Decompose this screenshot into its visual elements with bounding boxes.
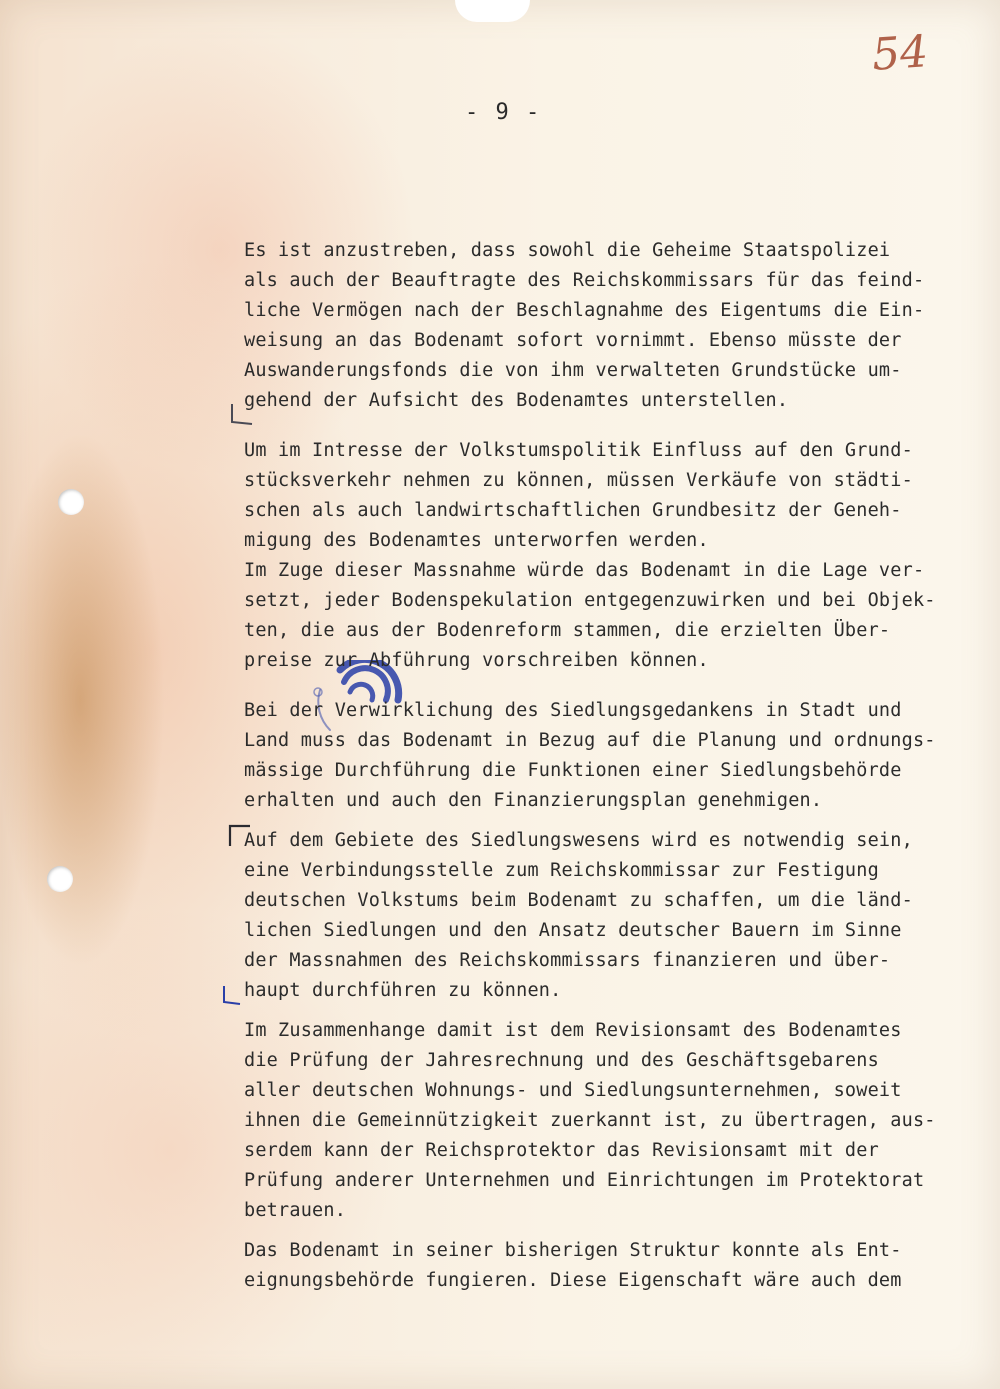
torn-edge bbox=[455, 0, 530, 22]
archive-folio-number: 54 bbox=[870, 26, 930, 81]
paragraph: Das Bodenamt in seiner bisherigen Struktur konnte als Ent- eignungsbehörde fungieren. Diese Eigenschaft wäre auch dem bbox=[244, 1240, 902, 1291]
paragraph: Bei der Verwirklichung des Siedlungsgedankens in Stadt und Land muss das Bodenamt in Bezug auf die Planung und ordnungs- mässige Durchführung die Funktionen einer Siedlungsbehörde erhalten und auch den Finanzierungsplan genehmigen. bbox=[244, 700, 936, 811]
punch-hole-bottom bbox=[47, 866, 73, 892]
paragraph: Um im Intresse der Volkstumspolitik Einfluss auf den Grund- stücksverkehr nehmen zu können, müssen Verkäufe von städti- schen als auch landwirtschaftlichen Grundbesitz der Geneh- migung des Bodenamtes unterworfen werden. Im Zuge dieser Massnahme würde das Bodenamt in die Lage ver- setzt, jeder Bodenspekulation entgegenzuwirken und bei Objek- ten, die aus der Bodenreform stammen, die erzielten Über- preise zur Abführung vorschreiben können. bbox=[244, 440, 936, 671]
paragraph: Es ist anzustreben, dass sowohl die Geheime Staatspolizei als auch der Beauftragte des Reichskommissars für das feind- liche Vermögen nach der Beschlagnahme des Eigentums die Ein- weisung an das Bodenamt sofort vornimmt. Ebenso müsste der Auswanderungsfonds die von ihm verwalteten Grundstücke um- gehend der Aufsicht des Bodenamtes unterstellen. bbox=[244, 240, 925, 411]
paragraph: Im Zusammenhange damit ist dem Revisionsamt des Bodenamtes die Prüfung der Jahresrechnung und des Geschäftsgebarens aller deutschen Wohnungs- und Siedlungsunternehmen, soweit ihnen die Gemeinnützigkeit zuerkannt ist, zu übertragen, aus- serdem kann der Reichsprotektor das Revisionsamt mit der Prüfung anderer Unternehmen und Einrichtungen im Protektorat betrauen. bbox=[244, 1020, 936, 1221]
paragraph: Auf dem Gebiete des Siedlungswesens wird es notwendig sein, eine Verbindungsstelle zum Reichskommissar zur Festigung deutschen Volkstums beim Bodenamt zu schaffen, um die länd- lichen Siedlungen und den Ansatz deutscher Bauern im Sinne der Massnahmen des Reichskommissars finanzieren und über- haupt durchführen zu können. bbox=[244, 830, 913, 1001]
page-number: - 9 - bbox=[465, 100, 542, 125]
punch-hole-top bbox=[58, 489, 84, 515]
